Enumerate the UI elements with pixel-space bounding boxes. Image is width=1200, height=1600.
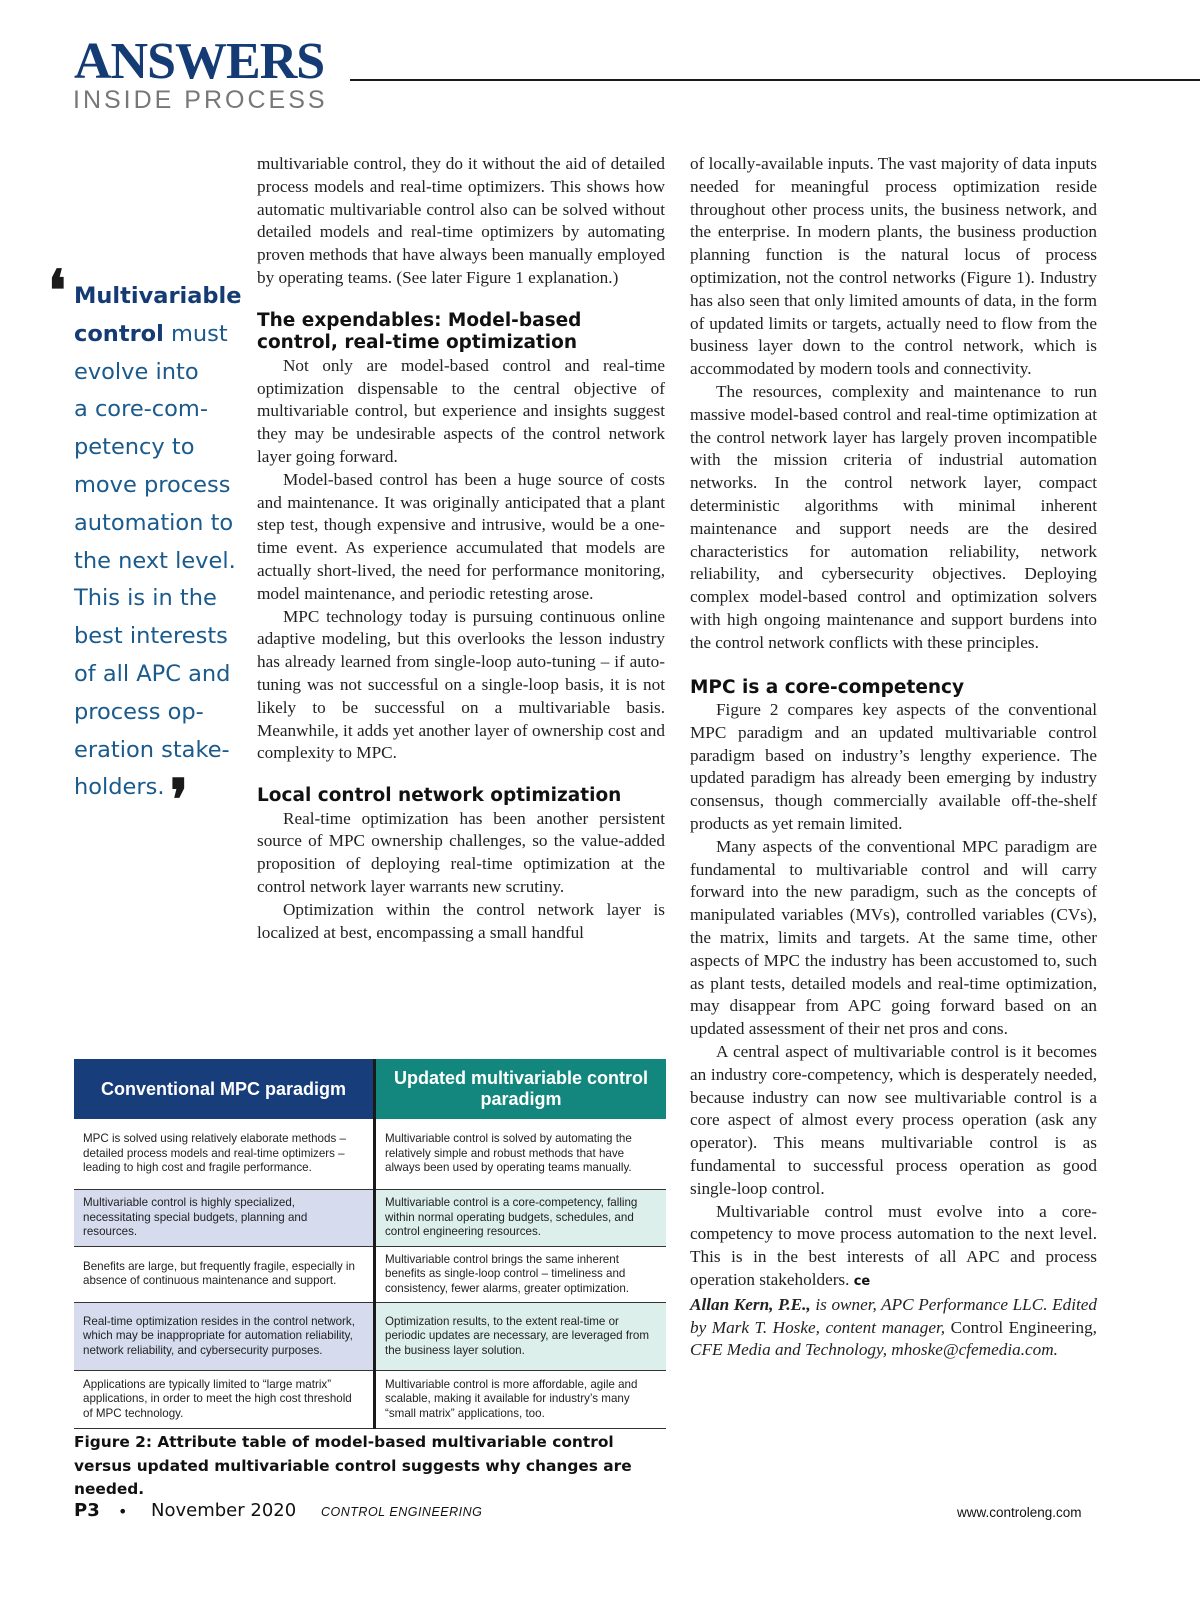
body-paragraph: Optimization within the control network layer is localized at best, encompassing a small handful: [257, 899, 665, 942]
pull-quote-line: must: [163, 320, 228, 347]
figure-caption: Figure 2: Attribute table of model-based multivariable control versus updated multivariable control suggests why changes are needed.: [74, 1433, 632, 1498]
attribute-table: [74, 1059, 666, 1429]
body-paragraph: A central aspect of multivariable control is it becomes an industry core-competency, which is desperately needed, because industry can now see multivariable control is a core aspect of almost every process operation (ask any operator). This means multivariable control is as fundamental to successful process operation as good single-loop control.: [690, 1041, 1097, 1198]
body-paragraph: multivariable control, they do it without the aid of detailed process models and real-time optimizers. This shows how automatic multivariable control also can be solved without detailed models and real-time optimizers by automating proven methods that have always been manually employed by operating teams. (See later Figure 1 explanation.): [257, 154, 665, 287]
body-paragraph: The resources, complexity and maintenance to run massive model-based control and real-time optimization at the control network layer has largely proven incompatible with the mission criteria of industrial automation networks. In the control network layer, compact deterministic algorithms with minimal inherent maintenance and support needs are the desired characteristics for automation reliability, network reliability, and cybersecurity objectives. Deploying complex model-based control and optimization solvers with high ongoing maintenance and support burdens into the control network conflicts with these principles.: [690, 381, 1097, 652]
table-row: [74, 1119, 666, 1190]
table-cell: Multivariable control is solved by automating the relatively simple and robust methods that have always been used by operating teams manually.: [375, 1119, 667, 1190]
article-column-right: [690, 153, 1097, 1362]
body-paragraph: Real-time optimization has been another persistent source of MPC ownership challenges, so the value-added proposition of deploying real-time optimization at the control network layer warrants new scrutiny.: [257, 808, 665, 897]
table-header-updated: Updated multivariable control paradigm: [375, 1059, 667, 1119]
table-cell: Multivariable control is a core-competency, falling within normal operating budgets, schedules, and control engineering resources.: [375, 1190, 667, 1247]
table-header-conventional: Conventional MPC paradigm: [74, 1059, 375, 1119]
body-paragraph: MPC technology today is pursuing continuous online adaptive modeling, but this overlooks the lesson industry has already learned from single-loop auto-tuning – if auto-tuning was not successful on a single-loop basis, it is not likely to be successful on a multivariable basis. Meanwhile, it adds yet another layer of ownership cost and complexity to MPC.: [257, 606, 665, 763]
table-cell: Multivariable control brings the same inherent benefits as single-loop control – timeliness and consistency, fewer alarms, greater optimization.: [375, 1246, 667, 1303]
body-paragraph: Model-based control has been a huge source of costs and maintenance. It was originally anticipated that a plant step test, though expensive and intrusive, would be a one-time event. As experience accumulated that models are actually short-lived, the need for performance monitoring, model maintenance, and periodic retesting arose.: [257, 469, 665, 603]
pull-quote-line: petency to: [74, 434, 195, 461]
author-role: is owner, APC Performance LLC. Edited by Mark T. Hoske, content manager,: [690, 1294, 1097, 1337]
page-number: P3: [74, 1500, 100, 1521]
pull-quote-bold-line: Multivariable: [74, 283, 242, 309]
body-paragraph: of locally-available inputs. The vast majority of data inputs needed for meaningful process optimization reside throughout other process units, the business network, and the enterprise. In modern plants, the business production planning function is the natural locus of process optimization, not the control networks (Figure 1). Industry has also seen that only limited amounts of data, in the form of updated limits or targets, actually need to flow from the business layer down to the control network, which is accommodated by modern tools and connectivity.: [690, 154, 1097, 379]
table-cell: Benefits are large, but frequently fragile, especially in absence of continuous maintenance and support.: [74, 1246, 375, 1303]
table-cell: Multivariable control is more affordable, agile and scalable, making it available for industry’s many “small matrix” applications, too.: [375, 1371, 667, 1429]
pull-quote-line: process op-: [74, 698, 204, 725]
open-quote-mark: ❛: [48, 258, 67, 324]
author-contact: CFE Media and Technology, mhoske@cfemedia.com.: [690, 1340, 1058, 1360]
pull-quote-line: the next level.: [74, 547, 236, 574]
pull-quote-line: eration stake-: [74, 736, 230, 763]
table-header-row: [74, 1059, 666, 1119]
table-cell: Optimization results, to the extent real-time or periodic updates are necessary, are leveraged from the business layer solution.: [375, 1303, 667, 1371]
pull-quote: [74, 278, 246, 807]
section-heading: Local control network optimization: [257, 785, 622, 807]
pull-quote-line: evolve into: [74, 358, 199, 385]
table-cell: MPC is solved using relatively elaborate methods – detailed process models and real-time optimizers – leading to high cost and fragile performance.: [74, 1119, 375, 1190]
article-column-middle: [257, 153, 665, 944]
issue-date: November 2020: [151, 1500, 297, 1521]
pull-quote-line: move process: [74, 471, 231, 498]
table-row: [74, 1303, 666, 1371]
author-name: Allan Kern, P.E.,: [690, 1294, 811, 1314]
pull-quote-line: holders.: [74, 774, 165, 801]
header-rule: [350, 79, 1200, 81]
footer-bullet: •: [118, 1502, 128, 1521]
close-quote-mark: ❜: [170, 767, 189, 833]
author-byline: [690, 1294, 1097, 1362]
table-cell: Applications are typically limited to “large matrix” applications, in order to meet the high cost threshold of MPC technology.: [74, 1371, 375, 1429]
table-row: [74, 1190, 666, 1247]
table-row: [74, 1371, 666, 1429]
body-paragraph: Not only are model-based control and real-time optimization dispensable to the central objective of multivariable control, but experience and insights suggest they may be undesirable aspects of the control network layer going forward.: [257, 355, 665, 466]
body-paragraph: Many aspects of the conventional MPC paradigm are fundamental to multivariable control and will carry forward into the new paradigm, such as the concepts of manipulated variables (MVs), controlled variables (CVs), the matrix, limits and targets. At the same time, other aspects of MPC the industry has been accustomed to, such as plant tests, detailed models and real-time optimization, may disappear from APC going forward based on an updated assessment of their net pros and cons.: [690, 836, 1097, 1039]
section-heading: MPC is a core-competency: [690, 676, 965, 698]
table-cell: Real-time optimization resides in the control network, which may be inappropriate for automation reliability, network reliability, and cybersecurity purposes.: [74, 1303, 375, 1371]
section-title: ANSWERS: [74, 33, 325, 90]
ce-end-mark: ce: [853, 1273, 871, 1289]
magazine-name: CONTROL ENGINEERING: [321, 1505, 483, 1519]
pull-quote-line: of all APC and: [74, 660, 231, 687]
website-url: www.controleng.com: [957, 1505, 1082, 1520]
body-paragraph: [690, 1201, 1097, 1294]
body-paragraph: Figure 2 compares key aspects of the conventional MPC paradigm and an updated multivariable control paradigm based on industry’s lengthy experience. The updated paradigm has already been emerging by industry consensus, though commercially available off-the-shelf products as yet remain limited.: [690, 700, 1097, 834]
pull-quote-line: a core-com-: [74, 396, 208, 423]
pull-quote-line: This is in the: [74, 585, 217, 612]
table-cell: Multivariable control is highly specialized, necessitating special budgets, planning and resources.: [74, 1190, 375, 1247]
pull-quote-bold-line: control: [74, 320, 164, 347]
closing-sentence: Multivariable control must evolve into a core-competency to move process automation to the next level. This is in the best interests of all APC and process operation stakeholders.: [690, 1201, 1097, 1289]
publication-name: Control Engineering,: [950, 1317, 1097, 1337]
section-heading: The expendables: Model-based control, real-time optimization: [257, 309, 582, 354]
pull-quote-line: best interests: [74, 623, 228, 650]
section-subtitle: INSIDE PROCESS: [73, 86, 328, 114]
pull-quote-line: automation to: [74, 509, 234, 536]
table-row: [74, 1246, 666, 1303]
